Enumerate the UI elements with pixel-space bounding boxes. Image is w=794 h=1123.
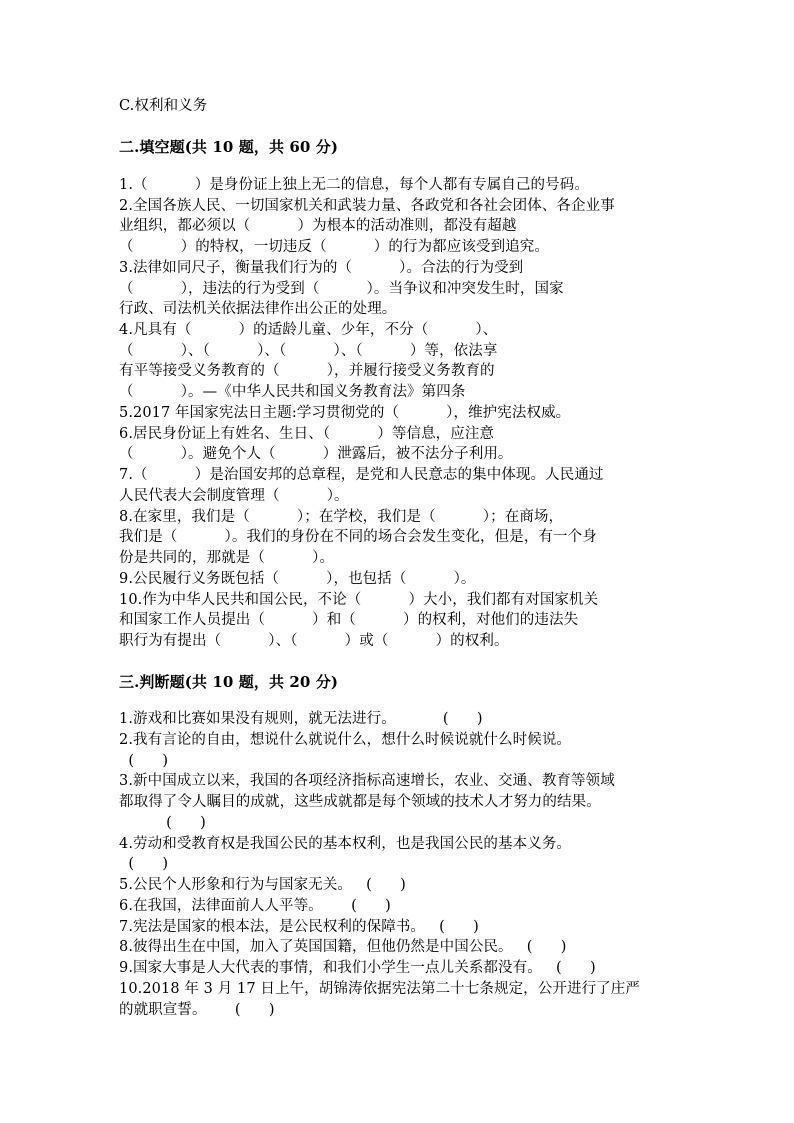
fill-blank-q8-line2: 我们是（ ）。我们的身份在不同的场合会发生变化，但是，有一个身 [119,529,597,545]
fill-blank-q8-line1: 8.在家里，我们是（ ）；在学校，我们是（ ）；在商场， [119,509,564,525]
fill-blank-q10-line3: 职行为有提出（ ）、（ ）或（ ）的权利。 [119,633,509,649]
section-fill-blank-heading: 二.填空题(共 10 题，共 60 分) [119,138,339,156]
fill-blank-q4-line3: 有平等接受义务教育的（ ），并履行接受义务教育的 [119,363,495,379]
fill-blank-q4-line2: （ ）、（ ）、（ ）、（ ）等，依法享 [119,343,498,359]
fill-blank-q2-line3: （ ）的特权，一切违反（ ）的行为都应该受到追究。 [119,239,549,255]
option-c-text: C.权利和义务 [119,98,208,114]
fill-blank-q3-line2: （ ），违法的行为受到（ ）。当争议和冲突发生时，国家 [119,281,564,297]
true-false-q5: 5.公民个人形象和行为与国家无关。 ( ) [119,877,406,893]
true-false-q3-line2: 都取得了令人瞩目的成就，这些成就都是每个领域的技术人才努力的结果。 [119,794,601,810]
true-false-q4-line2: ( ) [119,856,169,872]
true-false-q3-line1: 3.新中国成立以来，我国的各项经济指标高速增长，农业、交通、教育等领域 [119,773,615,789]
true-false-q7: 7.宪法是国家的根本法，是公民权利的保障书。 ( ) [119,919,479,935]
fill-blank-q2-line1: 2.全国各族人民、一切国家机关和武装力量、各政党和各社会团体、各企业事 [119,198,615,214]
fill-blank-q6-line1: 6.居民身份证上有姓名、生日、（ ）等信息，应注意 [119,426,495,442]
true-false-q3-line3: ( ) [119,815,206,831]
fill-blank-q3-line3: 行政、司法机关依据法律作出公正的处理。 [119,301,397,317]
fill-blank-q1: 1.（ ）是身份证上独上无二的信息，每个人都有专属自己的号码。 [119,177,589,193]
true-false-q9: 9.国家大事是人大代表的事情，和我们小学生一点儿关系都没有。 ( ) [119,960,596,976]
true-false-q8: 8.彼得出生在中国，加入了英国国籍，但他仍然是中国公民。 ( ) [119,939,567,955]
fill-blank-q10-line2: 和国家工作人员提出（ ）和（ ）的权利，对他们的违法失 [119,612,579,628]
true-false-q2-line1: 2.我有言论的自由，想说什么就说什么，想什么时候说就什么时候说。 [119,732,572,748]
fill-blank-q9: 9.公民履行义务既包括（ ），也包括（ ）。 [119,571,476,587]
section-true-false-heading: 三.判断题(共 10 题，共 20 分) [119,673,339,691]
true-false-q4-line1: 4.劳动和受教育权是我国公民的基本权利，也是我国公民的基本义务。 [119,836,572,852]
fill-blank-q4-line1: 4.凡具有（ ）的适龄儿童、少年，不分（ ）、 [119,322,498,338]
true-false-q10-line1: 10.2018 年 3 月 17 日上午，胡锦涛依据宪法第二十七条规定，公开进行了庄严 [119,981,640,997]
fill-blank-q2-line2: 业组织，都必须以（ ）为根本的活动准则，都没有超越 [119,218,517,234]
fill-blank-q5: 5.2017 年国家宪法日主题:学习贯彻党的（ ），维护宪法权威。 [119,405,571,421]
fill-blank-q8-line3: 份是共同的，那就是（ ）。 [119,550,335,566]
fill-blank-q7-line2: 人民代表大会制度管理（ ）。 [119,488,349,504]
true-false-q6: 6.在我国，法律面前人人平等。 ( ) [119,898,391,914]
fill-blank-q7-line1: 7.（ ）是治国安邦的总章程，是党和人民意志的集中体现。人民通过 [119,467,604,483]
fill-blank-q10-line1: 10.作为中华人民共和国公民，不论（ ）大小，我们都有对国家机关 [119,592,599,608]
true-false-q1: 1.游戏和比赛如果没有规则，就无法进行。 ( ) [119,711,483,727]
fill-blank-q3-line1: 3.法律如同尺子，衡量我们行为的（ ）。合法的行为受到 [119,260,524,276]
fill-blank-q4-line4: （ ）。—《中华人民共和国义务教育法》第四条 [119,384,466,400]
fill-blank-q6-line2: （ ）。避免个人（ ）泄露后，被不法分子利用。 [119,446,513,462]
true-false-q10-line2: 的就职宣誓。 ( ) [119,1002,275,1018]
true-false-q2-line2: ( ) [119,753,169,769]
